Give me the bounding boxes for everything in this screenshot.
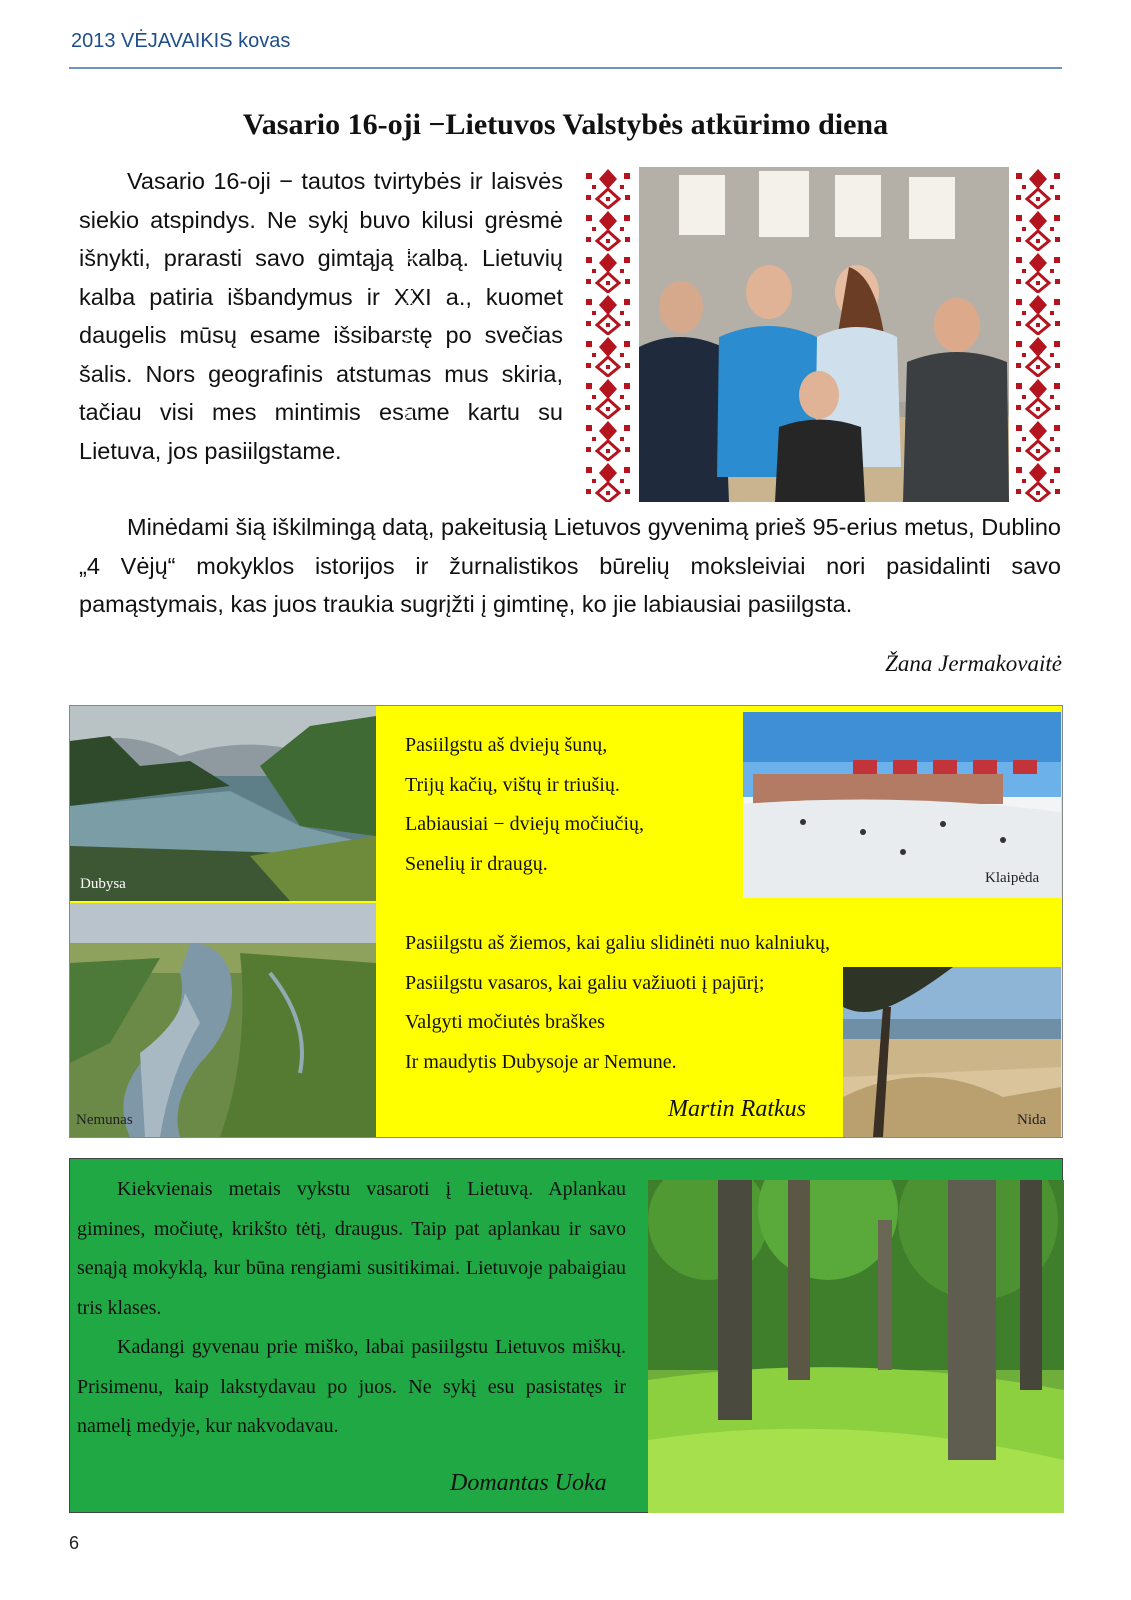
forest-author: Domantas Uoka <box>450 1470 607 1496</box>
caption-nida: Nida <box>1017 1112 1047 1128</box>
poem-stanza-2 <box>405 924 830 1082</box>
poem-line: Pasiilgstu vasaros, kai galiu važiuoti į pajūrį; <box>405 971 765 994</box>
students-group-photo <box>639 167 1009 502</box>
group-photo-block <box>583 167 1063 502</box>
caption-dubysa: Dubysa <box>80 876 126 892</box>
poem-line: Pasiilgstu aš žiemos, kai galiu slidinėti nuo kalniukų, <box>405 932 830 954</box>
poem-line: Pasiilgstu aš dviejų šunų, <box>405 734 608 756</box>
dubysa-photo <box>70 706 376 901</box>
intro-paragraph-2: Minėdami šią iškilmingą datą, pakeitusią Lietuvos gyvenimą prieš 95-erius metus, Dublino „4 Vėjų“ mokyklos istorijos ir žurnalistikos būrelių moksleiviai nori pasidalinti savo pamąstymais, kas juos traukia sugrįžti į gimtinę, ko jie labiausiai pasiilgsta. <box>79 514 1061 617</box>
caption-nemunas: Nemunas <box>76 1112 133 1128</box>
poem-line: Ir maudytis Dubysoje ar Nemune. <box>405 1050 677 1073</box>
caption-klaipeda: Klaipėda <box>985 870 1040 886</box>
poem-line: Senelių ir draugų. <box>405 852 548 875</box>
folk-ornament-right <box>1013 167 1063 502</box>
poem-line: Valgyti močiutės braškes <box>405 1011 605 1033</box>
running-header: 2013 VĖJAVAIKIS kovas <box>71 30 291 52</box>
poem-stanza-1 <box>405 726 644 884</box>
article-title: Vasario 16-oji −Lietuvos Valstybės atkūrimo diena <box>242 108 889 142</box>
poem-line: Trijų kačių, vištų ir triušių. <box>405 773 620 796</box>
header-rule <box>69 67 1062 69</box>
nemunas-photo <box>70 903 376 1137</box>
forest-paragraph-1: Kiekvienais metais vykstu vasaroti į Lietuvą. Aplankau gimines, močiutę, krikšto tėtį, draugus. Taip pat aplankau ir savo senąją mokyklą, kur būna rengiami susitikimai. Lietuvoje pabaigiau tris klases. <box>77 1178 626 1319</box>
forest-photo <box>648 1180 1064 1513</box>
intro-paragraph-1: Vasario 16-oji − tautos tvirtybės ir laisvės siekio atspindys. Ne sykį buvo kilusi grėsmė išnykti, prarasti savo gimtąją kalbą. Lietuvių kalba patiria išbandymus ir XXI a., kuomet daugelis mūsų esame išsibarstę po svečias šalis. Nors geografinis atstumas mus skiria, tačiau visi mes mintimis esame kartu su Lietuva, jos pasiilgstame. <box>79 168 563 464</box>
article-author: Žana Jermakovaitė <box>885 651 1062 676</box>
poem-author: Martin Ratkus <box>668 1096 806 1122</box>
photo-credit: Žanos Jermakovaitės nuotrauka <box>400 233 417 436</box>
poem-line: Labiausiai − dviejų močiučių, <box>405 813 644 835</box>
folk-ornament-left <box>583 167 633 502</box>
forest-paragraph-2: Kadangi gyvenau prie miško, labai pasiilgstu Lietuvos miškų. Prisimenu, kaip lakstydavau po juos. Ne sykį esu pasistatęs ir namelį medyje, kur nakvodavau. <box>77 1336 626 1437</box>
page-number: 6 <box>69 1533 80 1553</box>
